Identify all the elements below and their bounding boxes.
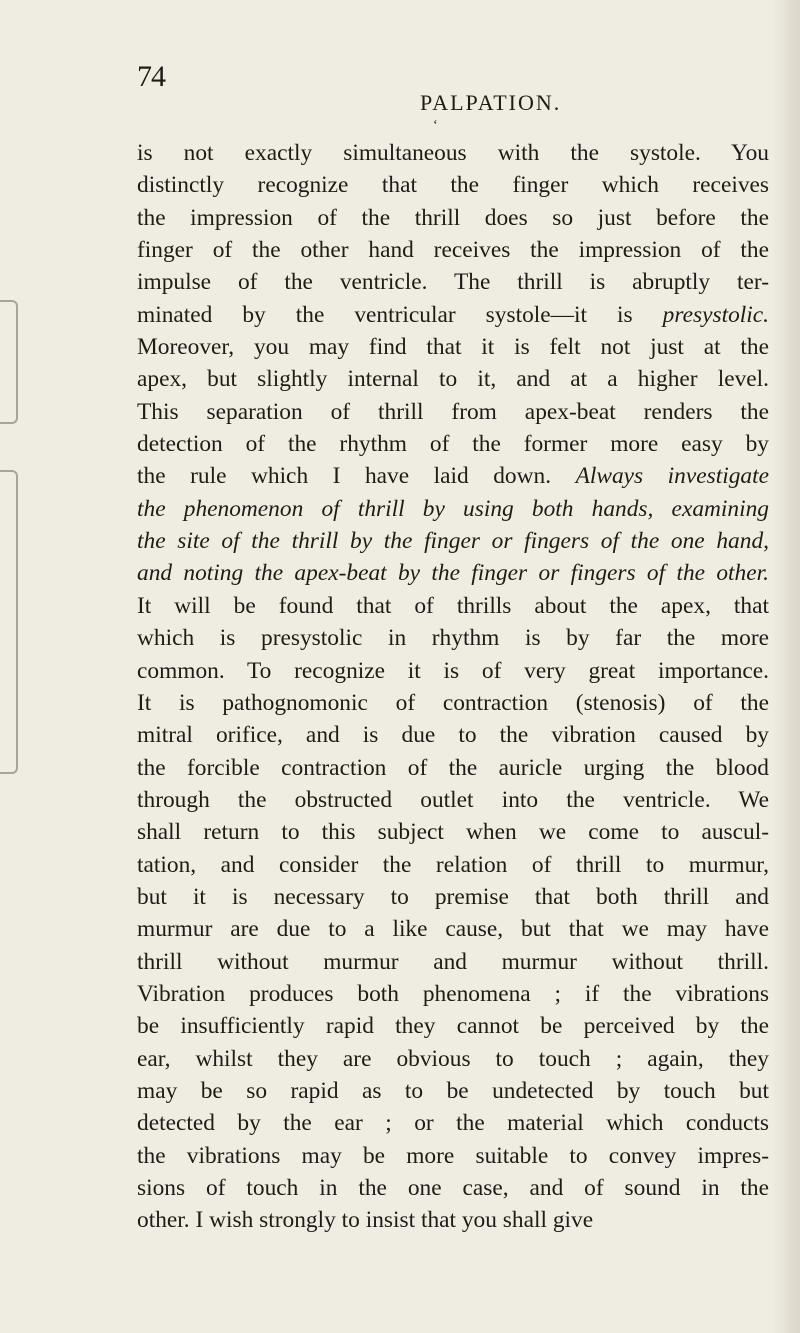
text-line: murmur are due to a like cause, but that we may have — [137, 916, 769, 943]
text-line: Moreover, you may find that it is felt not just at the — [137, 334, 769, 361]
text-line: through the obstructed outlet into the ventricle. We — [137, 786, 769, 813]
text-line: may be so rapid as to be undetected by touch but — [137, 1077, 769, 1104]
italic-line: and noting the apex-beat by the finger or fingers of the other. — [137, 560, 769, 587]
running-head: PALPATION. — [420, 90, 562, 115]
text-line: common. To recognize it is of very great importance. — [137, 657, 769, 684]
text-line: which is presystolic in rhythm is by far the more — [137, 625, 769, 652]
text-line: is not exactly simultaneous with the systole. You — [137, 140, 769, 166]
text-segment: the rule which I have laid down. — [137, 463, 576, 490]
text-line: the forcible contraction of the auricle urging the blood — [137, 754, 769, 781]
text-segment: minated by the ventricular systole—it is — [137, 301, 663, 328]
text-line: finger of the other hand receives the impression of the — [137, 237, 769, 264]
text-line — [137, 299, 769, 331]
text-line: detection of the rhythm of the former more easy by — [137, 431, 769, 458]
text-line: shall return to this subject when we come to auscul- — [137, 819, 769, 846]
text-line: ear, whilst they are obvious to touch ; again, they — [137, 1045, 769, 1072]
text-line: be insufficiently rapid they cannot be perceived by the — [137, 1013, 769, 1040]
text-line: the vibrations may be more suitable to convey impres- — [137, 1142, 769, 1169]
text-line: tation, and consider the relation of thrill to murmur, — [137, 851, 769, 878]
text-line: mitral orifice, and is due to the vibration caused by — [137, 722, 769, 749]
text-line: the impression of the thrill does so just before the — [137, 204, 769, 231]
italic-line: the site of the thrill by the finger or fingers of the one hand, — [137, 528, 769, 555]
margin-bracket — [0, 470, 18, 774]
text-line: detected by the ear ; or the material which conducts — [137, 1110, 769, 1137]
text-line: distinctly recognize that the finger which receives — [137, 172, 769, 199]
text-line: apex, but slightly internal to it, and at a higher level. — [137, 366, 769, 393]
text-line: other. I wish strongly to insist that you shall give — [137, 1207, 594, 1234]
printer-mark: ‘ — [433, 118, 438, 133]
text-line: It is pathognomonic of contraction (stenosis) of the — [137, 689, 769, 716]
text-line: thrill without murmur and murmur without thrill. — [137, 948, 769, 975]
text-line: Vibration produces both phenomena ; if the vibrations — [137, 980, 769, 1007]
text-line: but it is necessary to premise that both thrill and — [137, 883, 769, 910]
text-line: It will be found that of thrills about the apex, that — [137, 592, 769, 619]
page-edge-shadow — [772, 0, 800, 1333]
italic-line: the phenomenon of thrill by using both hands, examining — [137, 495, 769, 522]
italic-term: presystolic. — [662, 301, 769, 328]
text-line: sions of touch in the one case, and of sound in the — [137, 1175, 769, 1201]
body-paragraph — [137, 137, 769, 1237]
margin-bracket — [0, 300, 18, 424]
text-line: This separation of thrill from apex-beat renders the — [137, 398, 769, 425]
text-line — [137, 460, 769, 492]
italic-instruction: Always investigate — [575, 463, 769, 490]
page-number: 74 — [137, 60, 165, 93]
text-line: impulse of the ventricle. The thrill is abruptly ter- — [137, 269, 769, 296]
